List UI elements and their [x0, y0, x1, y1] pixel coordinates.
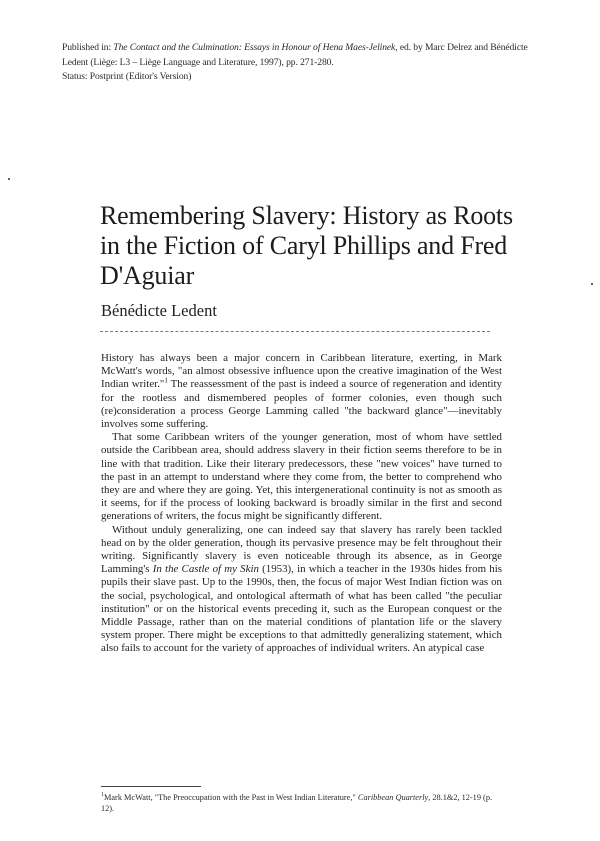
paragraph-3-a: Without unduly generalizing, one can indeed say that slavery has rarely been tackled head on by the older generation, though its pervasive presence may be felt throughout their writing. Significantly slavery is even noticeable through its absence, as in George Lamming's [101, 523, 502, 576]
article-title: Remembering Slavery: History as Roots in the Fiction of Caryl Phillips and Fred D'Aguiar [100, 201, 513, 290]
footnote-text: Mark McWatt, "The Preoccupation with the Past in West Indian Literature," [104, 792, 358, 802]
article-body [101, 352, 502, 656]
paragraph-2: That some Caribbean writers of the younger generation, most of whom have settled outside the Caribbean area, should address slavery in their fiction seems therefore to be in line with that tradition. Like their literary predecessors, these "new voices" have turned to the past in an attempt to understand where they come from, the better to comprehend who they are and where they are going. Yet, this intergenerational continuity is not as smooth as it seems, for if the process of looking backward is broadly similar in the first and second generations of writers, the focus might be significantly different. [101, 431, 502, 523]
pub-editors: , ed. by Marc Delrez [395, 42, 473, 53]
book-title-castle: In the Castle of my Skin [152, 563, 259, 576]
footnote-marker: 1 [164, 376, 168, 385]
scan-speck [591, 283, 593, 285]
footnote [101, 790, 502, 814]
author-name: Bénédicte Ledent [101, 301, 217, 320]
paragraph-1-end: The reassessment of the past is indeed a source of regeneration and identity for the rootless and dismembered peoples of former colonies, even though such (re)consideration a process George Lamming called "the backward glance"—inevitably involves some suffering. [101, 378, 502, 431]
footnote-journal: Caribbean Quarterly [357, 792, 429, 802]
paragraph-3-b: (1953), in which a teacher in the 1930s hides from his pupils their slave past. Up to the 1990s, then, the focus of major West Indian fiction was on the social, psychological, and ontological aftermath of what has been called "the peculiar institution" or on the historical events preceding it, such as the European conquest or the Middle Passage, rather than on the material conditions of plantation life or the slavery system proper. There might be exceptions to that admittedly generalizing statement, which also fails to account for the variety of approaches of individual writers. An atypical case [101, 563, 502, 655]
paragraph-1-text: History has always been a major concern in Caribbean literature, exerting, in Mark McWatt's words, "an almost obsessive influence upon the creative imagination of the West Indian writer." [101, 352, 502, 391]
pub-prefix: Published in: [62, 42, 114, 53]
pub-line2: and Bénédicte Ledent (Liège: L3 – Liège Language and Literature, 1997), pp. 271-280. [62, 42, 528, 68]
scan-speck [8, 178, 10, 180]
pub-book-title: The Contact and the Culmination: Essays in Honour of Hena Maes-Jelinek [113, 42, 396, 53]
paragraph-1 [101, 352, 502, 431]
pub-status: Status: Postprint (Editor's Version) [62, 71, 192, 82]
footnote-rest: , 28.1&2, 12-19 (p. 12). [101, 792, 493, 813]
footnote-number: 1 [101, 792, 104, 798]
paragraph-3 [101, 524, 502, 656]
footnote-divider [101, 786, 201, 787]
title-divider [100, 331, 490, 332]
publication-note [62, 41, 542, 85]
